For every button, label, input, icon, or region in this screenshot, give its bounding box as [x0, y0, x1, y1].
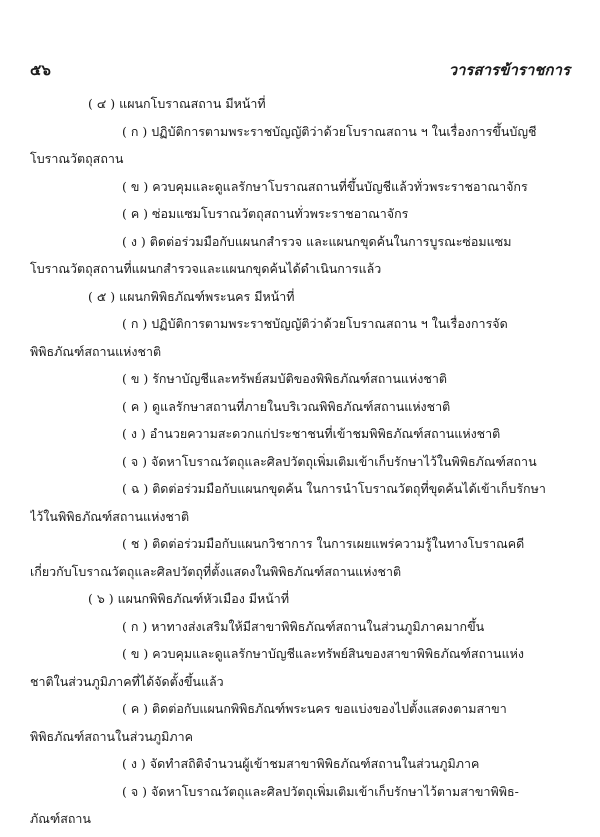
text-line: ภัณฑ์สถาน	[30, 811, 91, 826]
text-line: ชาติในส่วนภูมิภาคที่ได้จัดตั้งขึ้นแล้ว	[30, 673, 224, 689]
text-line: ( ก ) ปฏิบัติการตามพระราชบัญญัติว่าด้วยโบราณสถาน ฯ ในเรื่องการจัด	[122, 316, 508, 331]
page-number: ๕๖	[30, 61, 51, 79]
text-line: ( ๖ ) แผนกพิพิธภัณฑ์หัวเมือง มีหน้าที่	[88, 591, 290, 606]
text-line: พิพิธภัณฑ์สถานในส่วนภูมิภาค	[30, 728, 194, 744]
text-line: ( ก ) ปฏิบัติการตามพระราชบัญญัติว่าด้วยโบราณสถาน ฯ ในเรื่องการขึ้นบัญชี	[122, 123, 537, 139]
text-line: ( จ ) จัดหาโบราณวัตถุและศิลปวัตถุเพิ่มเติมเข้าเก็บรักษาไว้ในพิพิธภัณฑ์สถาน	[122, 453, 537, 469]
text-line: ( ง ) จัดทำสถิติจำนวนผู้เข้าชมสาขาพิพิธภัณฑ์สถานในส่วนภูมิภาค	[122, 756, 480, 771]
text-line: ( ข ) รักษาบัญชีและทรัพย์สมบัติของพิพิธภัณฑ์สถานแห่งชาติ	[122, 371, 447, 386]
text-line: ( ค ) ซ่อมแซมโบราณวัตถุสถานทั่วพระราชอาณาจักร	[122, 206, 409, 221]
text-line: ( ก ) หาทางส่งเสริมให้มีสาขาพิพิธภัณฑ์สถานในส่วนภูมิภาคมากขึ้น	[122, 618, 485, 634]
text-line: ( ค ) ดูแลรักษาสถานที่ภายในบริเวณพิพิธภัณฑ์สถานแห่งชาติ	[122, 398, 451, 414]
text-line: ( ง ) อำนวยความสะดวกแก่ประชาชนที่เข้าชมพิพิธภัณฑ์สถานแห่งชาติ	[122, 426, 501, 441]
text-line: เกี่ยวกับโบราณวัตถุและศิลปวัตถุที่ตั้งแสดงในพิพิธภัณฑ์สถานแห่งชาติ	[30, 563, 402, 579]
text-line: ( จ ) จัดหาโบราณวัตถุและศิลปวัตถุเพิ่มเติมเข้าเก็บรักษาไว้ตามสาขาพิพิธ-	[122, 783, 519, 799]
text-line: พิพิธภัณฑ์สถานแห่งชาติ	[30, 343, 162, 359]
text-line: ไว้ในพิพิธภัณฑ์สถานแห่งชาติ	[30, 508, 190, 524]
document-body	[30, 90, 575, 833]
text-line: ( ๔ ) แผนกโบราณสถาน มีหน้าที่	[88, 96, 266, 111]
page-header	[30, 58, 570, 82]
text-line: ( ค ) ติดต่อกับแผนกพิพิธภัณฑ์พระนคร ขอแบ่งของไปตั้งแสดงตามสาขา	[122, 701, 507, 716]
text-line: ( ช ) ติดต่อร่วมมือกับแผนกวิชาการ ในการเผยแพร่ความรู้ในทางโบราณคดี	[122, 536, 525, 551]
text-line: ( ๕ ) แผนกพิพิธภัณฑ์พระนคร มีหน้าที่	[88, 288, 295, 304]
text-line: ( ง ) ติดต่อร่วมมือกับแผนกสำรวจ และแผนกขุดค้นในการบูรณะซ่อมแซม	[122, 233, 512, 249]
text-line: โบราณวัตถุสถานที่แผนกสำรวจและแผนกขุดค้นได้ดำเนินการแล้ว	[30, 261, 382, 276]
text-line: ( ข ) ควบคุมและดูแลรักษาโบราณสถานที่ขึ้นบัญชีแล้วทั่วพระราชอาณาจักร	[122, 178, 528, 194]
text-line: โบราณวัตถุสถาน	[30, 151, 124, 166]
text-line: ( ฉ ) ติดต่อร่วมมือกับแผนกขุดค้น ในการนำโบราณวัตถุที่ขุดค้นได้เข้าเก็บรักษา	[122, 481, 546, 496]
text-line: ( ข ) ควบคุมและดูแลรักษาบัญชีและทรัพย์สินของสาขาพิพิธภัณฑ์สถานแห่ง	[122, 646, 524, 661]
journal-title: วารสารข้าราชการ	[448, 61, 570, 79]
